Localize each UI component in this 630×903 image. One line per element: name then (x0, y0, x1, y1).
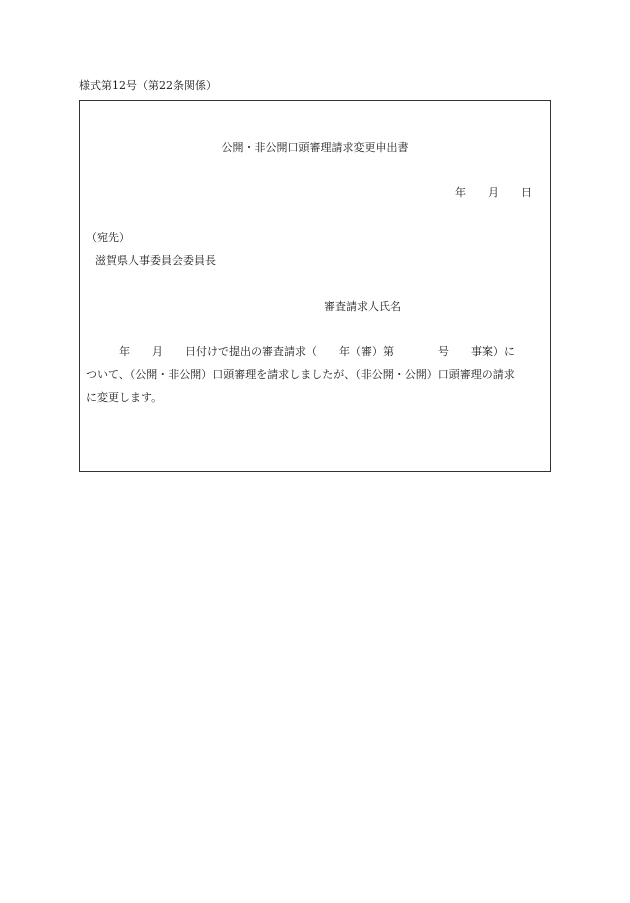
form-number: 様式第12号（第22条関係） (79, 79, 217, 92)
requester-name-label: 審査請求人氏名 (324, 300, 401, 313)
body-line-3: に変更します。 (86, 391, 163, 404)
body-line-2: ついて、（公開・非公開）口頭審理を請求しましたが、（非公開・公開）口頭審理の請求 (86, 368, 515, 381)
addressee-name: 滋賀県人事委員会委員長 (95, 254, 216, 267)
addressee-label: （宛先） (86, 231, 130, 244)
form-frame (79, 100, 551, 472)
date-line: 年 月 日 (455, 186, 532, 199)
body-line-1: 年 月 日付けで提出の審査請求（ 年（審）第 号 事案）に (86, 345, 515, 358)
body-text (86, 345, 548, 414)
document-title: 公開・非公開口頭審理請求変更申出書 (221, 141, 409, 154)
